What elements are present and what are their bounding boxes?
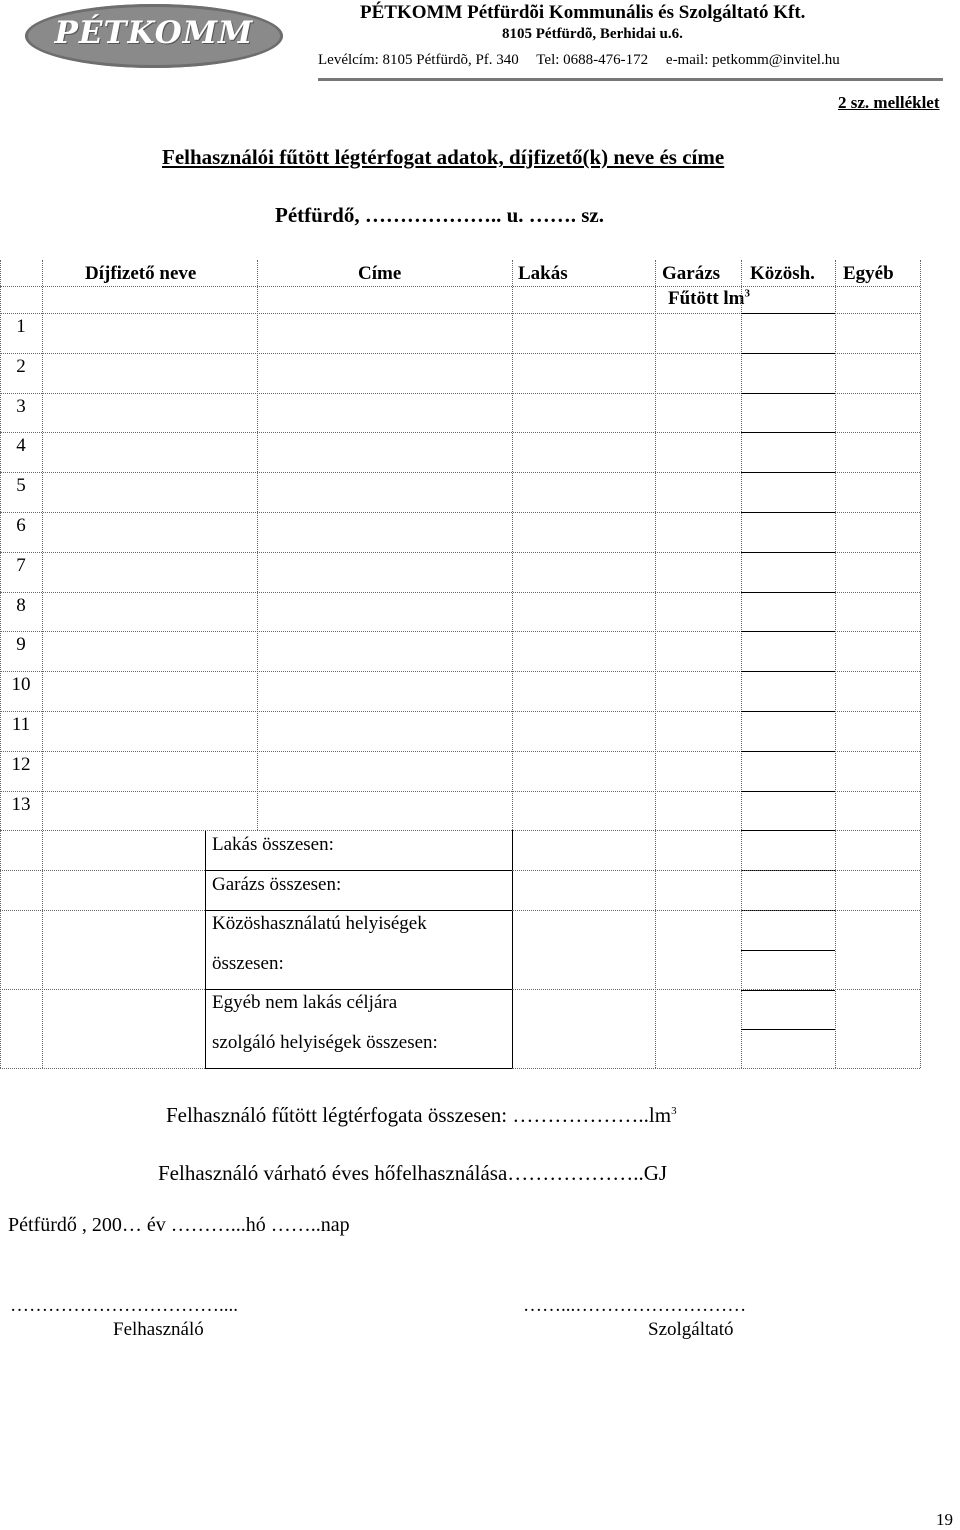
date-line: Pétfürdő , 200… év ………...hó ……..nap [8,1214,350,1236]
row-number: 2 [16,355,26,377]
table-grid-line [741,260,742,830]
row-number: 12 [11,753,31,775]
col-header-other: Egyéb [843,263,894,284]
expected-annual-heat: Felhasználó várható éves hőfelhasználása………………..GJ [158,1161,668,1185]
table-grid-line [741,751,835,752]
user-signature-label: Felhasználó [113,1319,204,1340]
user-signature-line: …………………………….... [10,1295,238,1316]
phone: Tel: 0688-476-172 [536,52,649,68]
row-number: 10 [11,674,31,696]
table-grid-line [741,393,835,394]
table-grid-line [741,472,835,473]
row-number: 4 [16,435,26,457]
table-grid-line [920,260,921,1068]
row-number: 5 [16,475,26,497]
page-number: 19 [936,1510,953,1529]
summary-garage-total: Garázs összesen: [212,874,342,895]
summary-flat-total: Lakás összesen: [212,834,334,855]
table-grid-line [741,592,835,593]
table-grid-line [205,989,512,990]
row-number: 7 [16,554,26,576]
table-grid-line [655,260,656,830]
table-grid-line [741,830,835,831]
table-grid-line [257,260,258,830]
row-number: 13 [11,793,31,815]
company-contact [318,52,854,69]
company-name: PÉTKOMM Pétfürdõi Kommunális és Szolgáltató Kft. [360,2,806,23]
table-grid-line [0,1068,205,1069]
row-number: 6 [16,515,26,536]
table-grid-line [835,260,836,830]
table-grid-line [512,870,920,871]
table-grid-line [741,711,835,712]
col-header-common: Közösh. [750,263,815,284]
table-grid-line [741,631,835,632]
table-grid-line [741,353,835,354]
table-grid-line [741,313,835,314]
total-heated-volume: Felhasználó fűtött légtérfogata összesen: $\dots\dots\dots\dots\dots\dots..lm^3$ [166,1103,677,1127]
provider-signature-line: ……...……………………… [523,1295,747,1316]
company-logo [25,4,283,68]
table-grid-line [205,830,206,1068]
table-grid-line [741,950,835,951]
subheader-heated-volume: Fűtött $lm^3$ [668,287,751,309]
table-grid-line [0,286,920,287]
col-header-address: Címe [358,263,402,284]
row-number: 1 [16,316,26,337]
provider-signature-label: Szolgáltató [648,1319,734,1340]
table-grid-line [205,870,512,871]
table-grid-line [205,1068,512,1069]
table-grid-line [512,830,513,1068]
table-grid-line [512,989,920,990]
table-grid-line [205,910,512,911]
table-grid-line [741,432,835,433]
table-grid-line [741,552,835,553]
summary-other-total-line1: Egyéb nem lakás céljára [212,992,398,1013]
annex-label: 2 sz. melléklet [838,93,940,112]
table-grid-line [0,989,205,990]
header-rule [318,78,943,81]
col-header-flat: Lakás [518,263,568,284]
table-grid-line [512,260,513,830]
table-grid-line [0,870,205,871]
row-number: 9 [16,634,26,656]
table-grid-line [741,512,835,513]
row-number: 8 [16,594,26,616]
table-grid-line [741,1029,835,1030]
row-number: 3 [16,395,26,417]
table-grid-line [655,830,656,1068]
email: e-mail: petkomm@invitel.hu [665,52,840,68]
row-number: 11 [11,714,31,735]
table-grid-line [512,1068,920,1069]
mail-address: Levélcím: 8105 Pétfürdõ, Pf. 340 [318,52,519,68]
table-grid-line [42,260,43,1068]
summary-common-total-line2: összesen: [212,953,284,974]
col-header-garage: Garázs [662,263,721,284]
table-grid-line [0,910,205,911]
table-grid-line [512,910,920,911]
page-title: Felhasználói fűtött légtérfogat adatok, díjfizető(k) neve és címe [162,145,725,169]
table-grid-line [741,671,835,672]
table-grid-line [0,260,1,1068]
logo-text: PÉTKOMM [54,15,254,51]
summary-common-total-line1: Közöshasználatú helyiségek [212,913,427,934]
company-address: 8105 Pétfürdõ, Berhidai u.6. [502,26,683,42]
summary-other-total-line2: szolgáló helyiségek összesen: [212,1032,438,1053]
address-line: Pétfürdő, ……………….. u. ……. sz. [275,203,604,227]
table-grid-line [835,830,836,1068]
col-header-name: Díjfizető neve [85,263,197,284]
table-grid-line [741,791,835,792]
